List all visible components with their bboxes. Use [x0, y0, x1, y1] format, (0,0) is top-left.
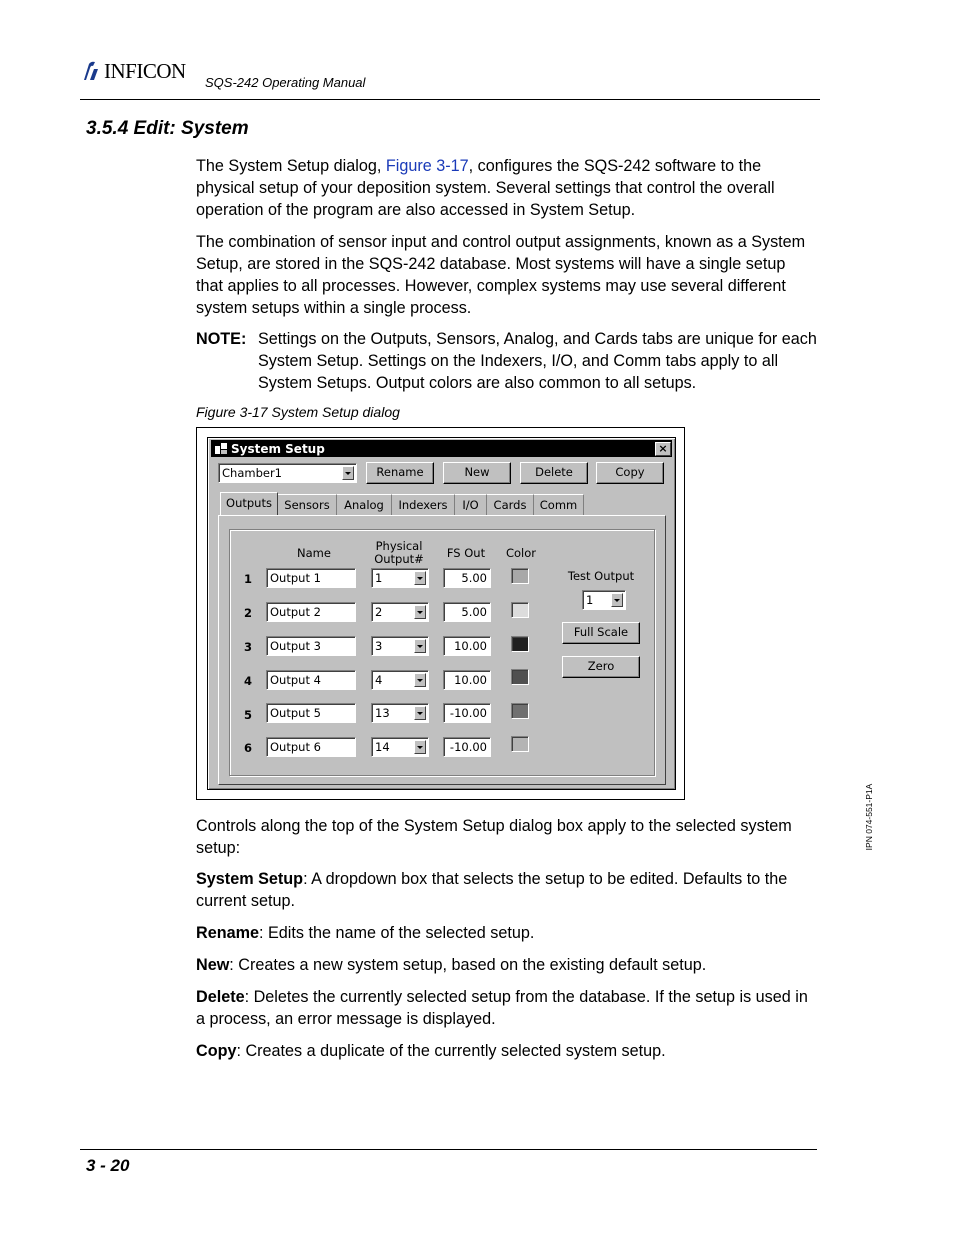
controls-paragraph: Controls along the top of the System Setup dialog box apply to the selected system setup: [196, 817, 792, 857]
figure-caption: Figure 3-17 System Setup dialog [196, 404, 400, 420]
close-button[interactable]: × [655, 442, 671, 456]
dialog-titlebar[interactable] [211, 440, 672, 457]
output-name-input[interactable]: Output 1 [266, 568, 356, 588]
tab-sensors[interactable]: Sensors [278, 494, 337, 515]
tab-cards[interactable]: Cards [487, 494, 534, 515]
color-swatch[interactable] [511, 736, 529, 752]
note-text: Settings on the Outputs, Sensors, Analog, and Cards tabs are unique for each System Setup. Settings on the Indexers, I/O, and Comm tabs apply to all System Setups. Output colors are also common to all setups. [258, 330, 817, 392]
physical-output-dropdown[interactable]: 13 [371, 703, 429, 723]
ipn-code: IPN 074-551-P1A [864, 783, 874, 851]
fs-out-input[interactable]: 10.00 [443, 670, 491, 690]
manual-title: SQS-242 Operating Manual [205, 75, 366, 90]
col-header-physical: Physical Output# [374, 539, 424, 566]
chevron-down-icon[interactable] [414, 571, 426, 585]
header-rule [80, 99, 820, 100]
fs-out-input[interactable]: -10.00 [443, 703, 491, 723]
footer-rule [80, 1149, 817, 1150]
chevron-down-icon[interactable] [414, 673, 426, 687]
output-name-input[interactable]: Output 5 [266, 703, 356, 723]
inficon-logo-icon [80, 60, 102, 82]
app-icon [215, 443, 227, 454]
system-setup-value: Chamber1 [222, 466, 282, 480]
chevron-down-icon[interactable] [414, 605, 426, 619]
intro-paragraph: The System Setup dialog, Figure 3-17, configures the SQS-242 software to the physical setup of your deposition system. Several settings that control the overall operation of the program are also accessed in System Setup. [196, 157, 775, 219]
physical-output-dropdown[interactable]: 4 [371, 670, 429, 690]
definition-rename: Rename: Edits the name of the selected setup. [196, 924, 535, 942]
inficon-logo [80, 58, 186, 84]
physical-output-dropdown[interactable]: 3 [371, 636, 429, 656]
section-title: 3.5.4 Edit: System [86, 118, 249, 139]
fs-out-input[interactable]: 5.00 [443, 568, 491, 588]
col-header-name: Name [297, 546, 331, 560]
fs-out-input[interactable]: -10.00 [443, 737, 491, 757]
zero-button[interactable]: Zero [562, 656, 640, 678]
row-number: 1 [243, 572, 252, 586]
row-number: 6 [243, 741, 252, 755]
chevron-down-icon[interactable] [342, 466, 354, 480]
delete-button[interactable]: Delete [520, 462, 588, 484]
tab-outputs[interactable]: Outputs [220, 492, 278, 516]
definition-copy: Copy: Creates a duplicate of the currently selected system setup. [196, 1042, 666, 1060]
rename-button[interactable]: Rename [366, 462, 434, 484]
chevron-down-icon[interactable] [414, 740, 426, 754]
definition-delete: Delete: Deletes the currently selected setup from the database. If the setup is used in a process, an error message is displayed. [196, 988, 808, 1028]
full-scale-button[interactable]: Full Scale [562, 622, 640, 644]
tab-io[interactable]: I/O [455, 494, 487, 515]
fs-out-input[interactable]: 10.00 [443, 636, 491, 656]
chevron-down-icon[interactable] [611, 593, 623, 607]
tab-comm[interactable]: Comm [534, 494, 584, 515]
tab-indexers[interactable]: Indexers [392, 494, 455, 515]
row-number: 3 [243, 640, 252, 654]
chevron-down-icon[interactable] [414, 639, 426, 653]
col-header-fs-out: FS Out [446, 546, 486, 560]
color-swatch[interactable] [511, 703, 529, 719]
row-number: 4 [243, 674, 252, 688]
output-name-input[interactable]: Output 6 [266, 737, 356, 757]
row-number: 2 [243, 606, 252, 620]
definition-system-setup: System Setup: A dropdown box that selects the setup to be edited. Defaults to the current setup. [196, 870, 788, 910]
output-name-input[interactable]: Output 4 [266, 670, 356, 690]
col-header-color: Color [505, 546, 537, 560]
page-number: 3 - 20 [86, 1156, 130, 1175]
setup-paragraph: The combination of sensor input and control output assignments, known as a System Setup, are stored in the SQS-242 database. Most systems will have a single setup that applies to all processes. However, complex systems may use several different system setups within a single process. [196, 233, 806, 317]
output-name-input[interactable]: Output 2 [266, 602, 356, 622]
figure-link[interactable]: Figure 3-17 [385, 157, 469, 175]
definition-new: New: Creates a new system setup, based on the existing default setup. [196, 956, 707, 974]
physical-output-dropdown[interactable]: 14 [371, 737, 429, 757]
test-output-dropdown[interactable]: 1 [582, 590, 626, 610]
fs-out-input[interactable]: 5.00 [443, 602, 491, 622]
note-label: NOTE: [196, 330, 247, 348]
physical-output-dropdown[interactable]: 1 [371, 568, 429, 588]
row-number: 5 [243, 708, 252, 722]
test-output-label: Test Output [567, 569, 635, 583]
color-swatch[interactable] [511, 602, 529, 618]
new-button[interactable]: New [443, 462, 511, 484]
physical-output-dropdown[interactable]: 2 [371, 602, 429, 622]
dialog-title: System Setup [231, 441, 325, 456]
output-name-input[interactable]: Output 3 [266, 636, 356, 656]
color-swatch[interactable] [511, 636, 529, 652]
color-swatch[interactable] [511, 669, 529, 685]
chevron-down-icon[interactable] [414, 706, 426, 720]
color-swatch[interactable] [511, 568, 529, 584]
system-setup-dropdown[interactable] [218, 463, 357, 483]
tab-analog[interactable]: Analog [337, 494, 392, 515]
copy-button[interactable]: Copy [596, 462, 664, 484]
logo-text: INFICON [104, 58, 186, 83]
